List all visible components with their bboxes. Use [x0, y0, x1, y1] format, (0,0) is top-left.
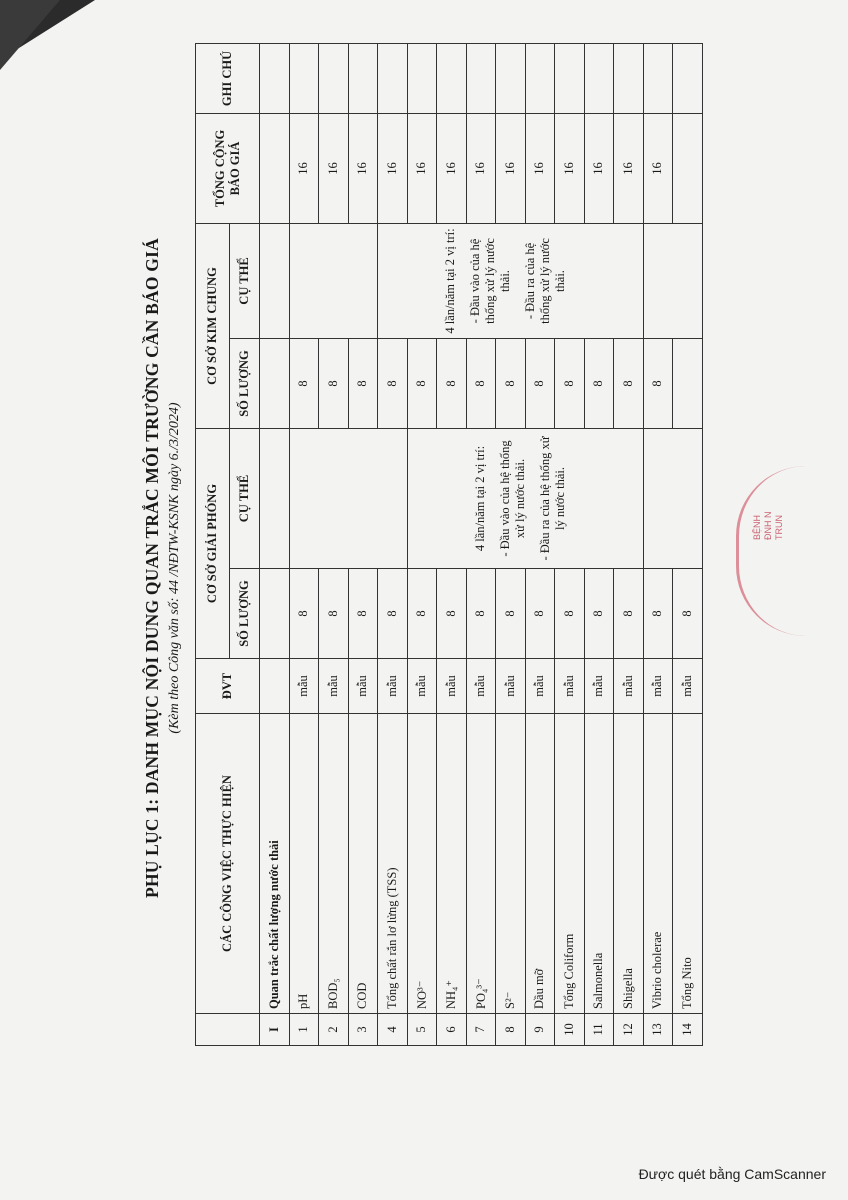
- row-site1-qty: 8: [348, 569, 378, 659]
- row-item: NH₄⁺: [437, 714, 467, 1014]
- row-total: 16: [319, 114, 349, 224]
- row-site2-qty: 8: [319, 339, 349, 429]
- row-site2-qty: 8: [584, 339, 614, 429]
- site2-detail-blank: [289, 224, 378, 339]
- document-subtitle: (Kèm theo Công văn số: 44 /NĐTW-KSNK ngày 6./3/2024): [167, 402, 182, 734]
- row-site2-qty: 8: [525, 339, 555, 429]
- table-row: [407, 44, 437, 1046]
- row-unit: mẫu: [319, 659, 349, 714]
- row-site1-qty: 8: [555, 569, 585, 659]
- row-site1-qty: 8: [437, 569, 467, 659]
- row-note: [348, 44, 378, 114]
- document-page: [140, 38, 800, 1098]
- section-index: I: [260, 1014, 290, 1046]
- row-unit: mẫu: [289, 659, 319, 714]
- site1-detail: 4 lần/năm tại 2 vị trí: - Đầu vào của hệ thống xử lý nước thải. - Đầu ra của hệ thống xử lý nước thải.: [407, 429, 643, 569]
- row-number: 6: [437, 1014, 467, 1046]
- row-site2-qty: 8: [466, 339, 496, 429]
- row-note: [466, 44, 496, 114]
- row-total: 16: [466, 114, 496, 224]
- row-item: Salmonella: [584, 714, 614, 1014]
- row-item: Shigella: [614, 714, 644, 1014]
- row-unit: mẫu: [643, 659, 673, 714]
- quote-table: [195, 43, 703, 1046]
- row-site2-qty: 8: [643, 339, 673, 429]
- site1-detail-blank: [289, 429, 407, 569]
- row-site2-qty: 8: [348, 339, 378, 429]
- row-unit: mẫu: [555, 659, 585, 714]
- row-site1-qty: 8: [496, 569, 526, 659]
- camscanner-footer: Được quét bằng CamScanner: [638, 1166, 826, 1182]
- row-item: BOD₅: [319, 714, 349, 1014]
- header-index: [196, 1014, 260, 1046]
- row-site1-qty: 8: [466, 569, 496, 659]
- row-site1-qty: 8: [319, 569, 349, 659]
- row-item: Dầu mỡ: [525, 714, 555, 1014]
- row-note: [378, 44, 408, 114]
- row-number: 5: [407, 1014, 437, 1046]
- row-number: 8: [496, 1014, 526, 1046]
- row-unit: mẫu: [614, 659, 644, 714]
- row-total: 16: [614, 114, 644, 224]
- row-total: 16: [407, 114, 437, 224]
- row-note: [525, 44, 555, 114]
- row-site2-qty: 8: [378, 339, 408, 429]
- row-item: S²⁻: [496, 714, 526, 1014]
- row-item: NO³⁻: [407, 714, 437, 1014]
- header-site2-qty: SỐ LƯỢNG: [230, 339, 260, 429]
- row-number: 11: [584, 1014, 614, 1046]
- header-site-kim-chung: CƠ SỞ KIM CHUNG: [196, 224, 230, 429]
- row-unit: mẫu: [437, 659, 467, 714]
- row-total: 16: [496, 114, 526, 224]
- row-unit: mẫu: [525, 659, 555, 714]
- row-site1-qty: 8: [643, 569, 673, 659]
- row-number: 2: [319, 1014, 349, 1046]
- row-note: [555, 44, 585, 114]
- row-site1-qty: 8: [614, 569, 644, 659]
- row-item: COD: [348, 714, 378, 1014]
- row-total: 16: [378, 114, 408, 224]
- row-site1-qty: 8: [407, 569, 437, 659]
- header-site2-detail: CỤ THỂ: [230, 224, 260, 339]
- row-site2-qty: 8: [496, 339, 526, 429]
- row-site1-qty: 8: [673, 569, 703, 659]
- row-item: Tổng chất rắn lơ lửng (TSS): [378, 714, 408, 1014]
- row-site2-qty: [673, 339, 703, 429]
- row-site2-qty: 8: [289, 339, 319, 429]
- red-stamp: [736, 466, 848, 636]
- row-site1-qty: 8: [378, 569, 408, 659]
- row-note: [673, 44, 703, 114]
- row-number: 9: [525, 1014, 555, 1046]
- row-unit: mẫu: [407, 659, 437, 714]
- table-row: [643, 44, 673, 1046]
- row-number: 1: [289, 1014, 319, 1046]
- section-label: Quan trắc chất lượng nước thải: [260, 714, 290, 1014]
- row-note: [584, 44, 614, 114]
- row-total: 16: [437, 114, 467, 224]
- row-number: 4: [378, 1014, 408, 1046]
- row-number: 13: [643, 1014, 673, 1046]
- row-unit: mẫu: [584, 659, 614, 714]
- row-note: [319, 44, 349, 114]
- row-total: 16: [643, 114, 673, 224]
- site1-detail-blank-end: [643, 429, 702, 569]
- header-note: GHI CHÚ: [196, 44, 260, 114]
- header-task: CÁC CÔNG VIỆC THỰC HIỆN: [196, 714, 260, 1014]
- header-site1-qty: SỐ LƯỢNG: [230, 569, 260, 659]
- section-row: [260, 44, 290, 1046]
- row-unit: mẫu: [496, 659, 526, 714]
- row-unit: mẫu: [466, 659, 496, 714]
- row-item: PO₄³⁻: [466, 714, 496, 1014]
- header-total: TỔNG CỘNG BÁO GIÁ: [196, 114, 260, 224]
- row-number: 12: [614, 1014, 644, 1046]
- row-site1-qty: 8: [584, 569, 614, 659]
- row-total: [673, 114, 703, 224]
- row-item: Tổng Coliform: [555, 714, 585, 1014]
- row-note: [643, 44, 673, 114]
- row-number: 3: [348, 1014, 378, 1046]
- row-unit: mẫu: [673, 659, 703, 714]
- row-note: [289, 44, 319, 114]
- header-site1-detail: CỤ THỂ: [230, 429, 260, 569]
- row-total: 16: [348, 114, 378, 224]
- table-row: [289, 44, 319, 1046]
- row-site2-qty: 8: [407, 339, 437, 429]
- row-total: 16: [525, 114, 555, 224]
- row-site2-qty: 8: [614, 339, 644, 429]
- header-unit: ĐVT: [196, 659, 260, 714]
- site2-detail-blank-end: [643, 224, 702, 339]
- row-site2-qty: 8: [555, 339, 585, 429]
- row-item: pH: [289, 714, 319, 1014]
- row-total: 16: [555, 114, 585, 224]
- row-site2-qty: 8: [437, 339, 467, 429]
- row-site1-qty: 8: [289, 569, 319, 659]
- row-number: 14: [673, 1014, 703, 1046]
- row-total: 16: [584, 114, 614, 224]
- row-item: Tổng Nito: [673, 714, 703, 1014]
- scan-shadow-edge: [0, 0, 60, 70]
- row-number: 10: [555, 1014, 585, 1046]
- row-total: 16: [289, 114, 319, 224]
- row-site1-qty: 8: [525, 569, 555, 659]
- row-unit: mẫu: [348, 659, 378, 714]
- row-unit: mẫu: [378, 659, 408, 714]
- row-item: Vibrio cholerae: [643, 714, 673, 1014]
- stamp-text: BỆNH ĐNH N TRUN: [752, 511, 784, 540]
- row-note: [407, 44, 437, 114]
- row-note: [614, 44, 644, 114]
- row-note: [437, 44, 467, 114]
- row-number: 7: [466, 1014, 496, 1046]
- document-title: PHỤ LỤC 1: DANH MỤC NỘI DUNG QUAN TRẮC MÔI TRƯỜNG CẦN BÁO GIÁ: [142, 238, 162, 898]
- header-site-giai-phong: CƠ SỞ GIẢI PHÓNG: [196, 429, 230, 659]
- site2-detail: 4 lần/năm tại 2 vị trí: - Đầu vào của hệ thống xử lý nước thải. - Đầu ra của hệ thống xử lý nước thải.: [378, 224, 644, 339]
- row-note: [496, 44, 526, 114]
